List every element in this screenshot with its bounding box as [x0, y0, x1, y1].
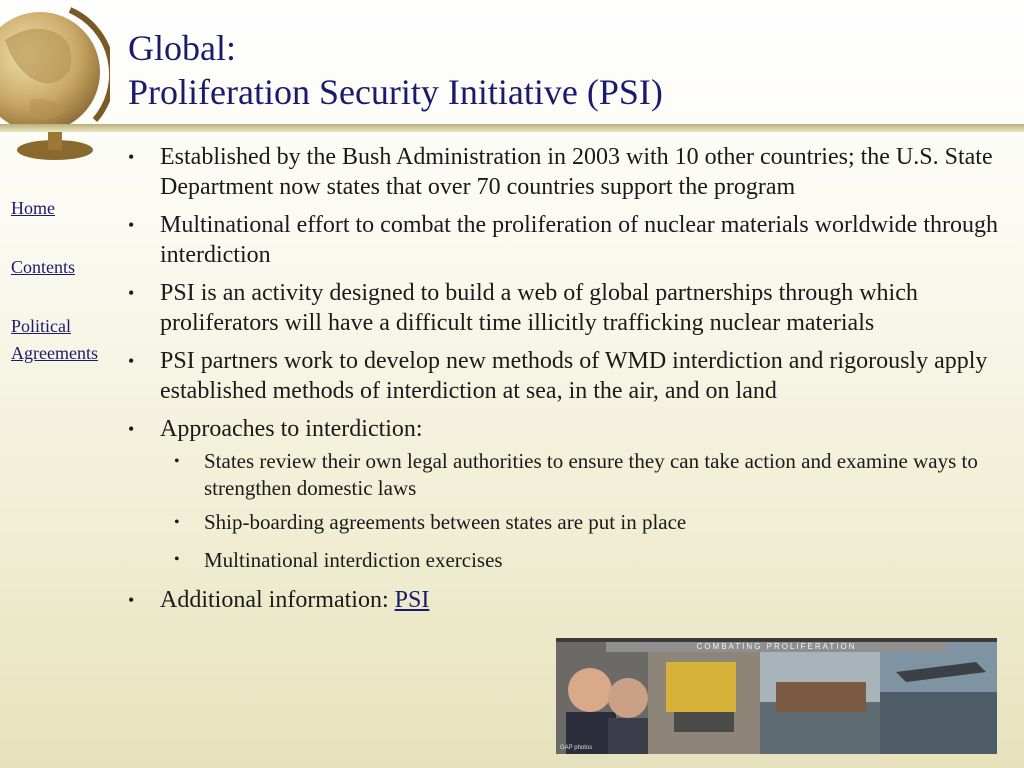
nav-contents-link[interactable]: Contents [11, 257, 76, 277]
sub-bullet-item: • Ship-boarding agreements between states are put in place [160, 509, 1006, 536]
bullet-item: • PSI is an activity designed to build a web of global partnerships through which proliferators will have a difficult time illicitly trafficking nuclear materials [126, 278, 1006, 338]
photo-banner: COMBATING PROLIFERATION [606, 642, 947, 652]
sub-bullet-item: • Multinational interdiction exercises [160, 543, 504, 577]
header-divider [0, 124, 1024, 132]
globe-icon [0, 0, 110, 170]
title-line-1: Global: [128, 28, 236, 68]
side-nav [11, 195, 129, 399]
page-title [128, 26, 663, 114]
sub-bullet-item: • States review their own legal authorities to ensure they can take action and examine ways to strengthen domestic laws [160, 448, 1006, 502]
bullet-item-additional [126, 585, 1006, 615]
photo-collage [556, 642, 997, 754]
bullet-item: • Multinational effort to combat the proliferation of nuclear materials worldwide through interdiction [126, 210, 1006, 270]
nav-political-line1: Political [11, 316, 71, 336]
bullet-item: • PSI partners work to develop new methods of WMD interdiction and rigorously apply established methods of interdiction at sea, in the air, and on land [126, 346, 1006, 406]
bullet-item-text: Approaches to interdiction: [160, 416, 423, 442]
bullet-list [126, 142, 1006, 615]
bullet-item-approaches [126, 414, 1006, 577]
psi-link[interactable]: PSI [394, 587, 430, 613]
bullet-item: • Established by the Bush Administration in 2003 with 10 other countries; the U.S. State Department now states that over 70 countries support the program [126, 142, 1006, 202]
nav-home-link[interactable]: Home [11, 198, 55, 218]
slide-content [126, 142, 1006, 623]
photo-caption: GAP photos [560, 745, 593, 751]
sub-bullet-list [160, 448, 1006, 577]
combating-proliferation-photo [556, 638, 997, 754]
nav-political-agreements-link[interactable] [11, 313, 129, 367]
title-line-2: Proliferation Security Initiative (PSI) [128, 72, 663, 112]
nav-political-line2: Agreements [11, 343, 98, 363]
additional-info-prefix: Additional information: [160, 587, 395, 613]
